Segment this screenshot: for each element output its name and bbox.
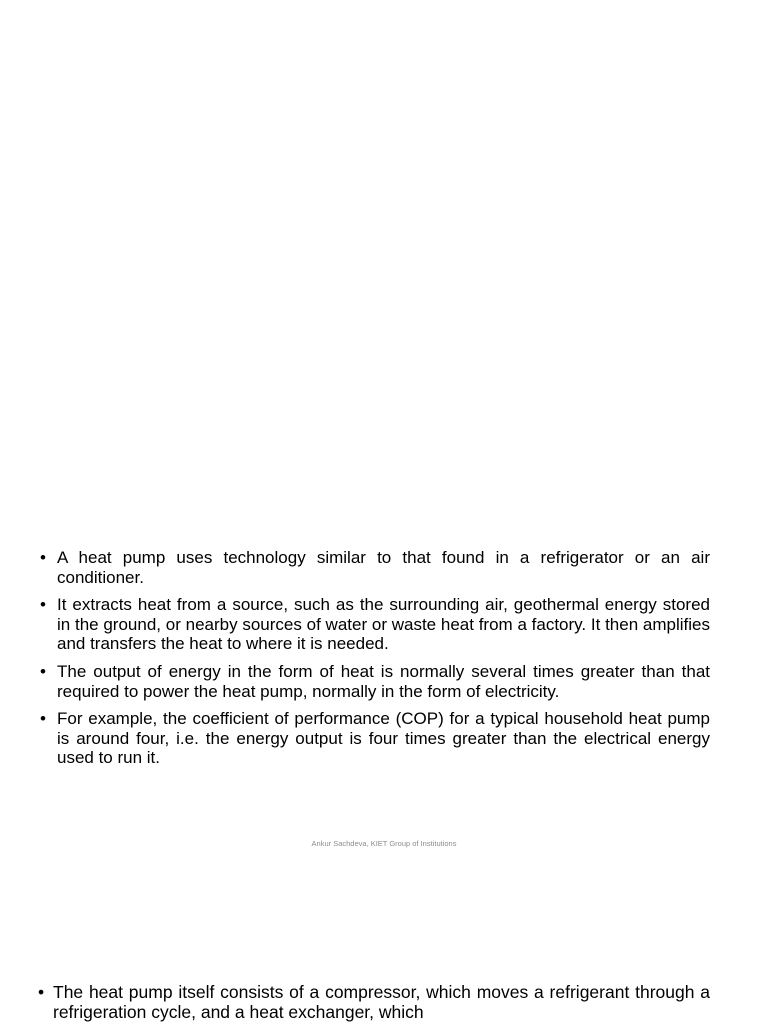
bullet-item-heat-pump-technology	[40, 548, 710, 587]
bullet-dot: •	[40, 661, 46, 681]
bullet-list	[38, 982, 710, 1024]
slide-footer: Ankur Sachdeva, KIET Group of Institutions	[311, 839, 457, 848]
bullet-text: It extracts heat from a source, such as the surrounding air, geothermal energy stored in the ground, or nearby sources of water or waste heat from a factory. It then amplifies and transfers the heat to where it is needed.	[57, 595, 710, 654]
bullet-item-heat-extraction	[40, 595, 710, 654]
slide-2	[0, 880, 768, 1024]
bullet-item-heat-pump-components	[38, 982, 710, 1022]
bullet-dot: •	[40, 595, 46, 615]
bullet-dot: •	[38, 982, 45, 1002]
bullet-dot: •	[40, 548, 46, 567]
bullet-text: For example, the coefficient of performance (COP) for a typical household heat pump is around four, i.e. the energy output is four times greater than the electrical energy used to run it.	[57, 709, 710, 768]
bullet-text: The output of energy in the form of heat is normally several times greater than that required to power the heat pump, normally in the form of electricity.	[57, 661, 710, 701]
bullet-text: The heat pump itself consists of a compressor, which moves a refrigerant through a refrigeration cycle, and a heat exchanger, which	[53, 982, 710, 1022]
bullet-item-energy-output	[40, 662, 710, 701]
bullet-list	[40, 548, 710, 776]
bullet-text: A heat pump uses technology similar to that found in a refrigerator or an air conditioner.	[57, 548, 710, 587]
bullet-dot: •	[40, 709, 46, 729]
bullet-item-cop-example	[40, 709, 710, 768]
